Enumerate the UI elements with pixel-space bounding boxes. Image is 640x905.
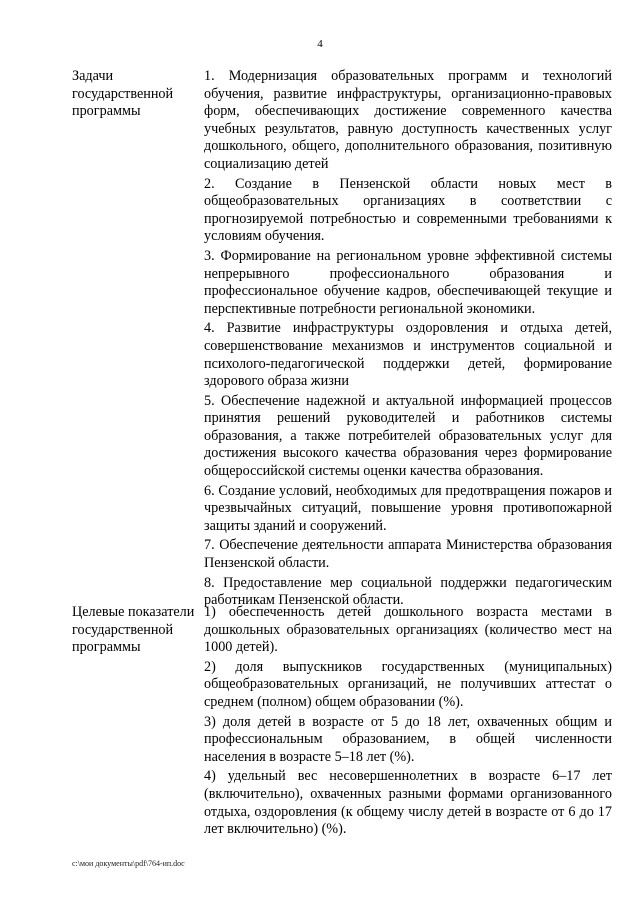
task-item: 6. Создание условий, необходимых для предотвращения пожаров и чрезвычайных ситуаций, повышение уровня противопожарной защиты зданий и сооружений. [204, 482, 612, 534]
section-label-indicators: Целевые показатели государственной программы [72, 604, 195, 656]
footer-file-path: c:\мои документы\pdf\764-ип.doc [72, 859, 185, 868]
task-item: 1. Модернизация образовательных программ и технологий обучения, развитие инфраструктуры, организационно-правовых форм, обеспечивающих достижение современного качества учебных результатов, равную доступность качественных услуг дошкольного, общего, дополнительного образования, позитивную социализацию детей [204, 68, 612, 172]
indicator-item: 4) удельный вес несовершеннолетних в возрасте 6–17 лет (включительно), охваченных разными формами организованного отдыха, оздоровления (к общему числу детей в возрасте от 6 до 17 лет включительно) (%). [204, 768, 612, 838]
task-item: 5. Обеспечение надежной и актуальной информацией процессов принятия решений руководителей и работников системы образования, а также потребителей образовательных услуг для достижения высокого качества образования через формирование общероссийской системы оценки качества образования. [204, 392, 612, 480]
task-item: 8. Предоставление мер социальной поддержки педагогическим работникам Пензенской области. [204, 574, 612, 609]
task-item: 7. Обеспечение деятельности аппарата Министерства образования Пензенской области. [204, 537, 612, 572]
page-number: 4 [317, 38, 323, 50]
section-label-tasks: Задачи государственной программы [72, 68, 174, 120]
task-item: 2. Создание в Пензенской области новых мест в общеобразовательных организациях в соответствии с прогнозируемой потребностью и современными требованиями к условиям обучения. [204, 175, 612, 245]
task-item: 4. Развитие инфраструктуры оздоровления и отдыха детей, совершенствование механизмов и инструментов социальной и психолого-педагогической поддержки детей, формирование здорового образа жизни [204, 320, 612, 390]
task-item: 3. Формирование на региональном уровне эффективной системы непрерывного профессионального образования и профессиональное обучение кадров, обеспечивающей текущие и перспективные потребности региональной экономики. [204, 247, 612, 317]
indicator-item: 3) доля детей в возрасте от 5 до 18 лет, охваченных общим и профессиональным образованием, в общей численности населения в возрасте 5–18 лет (%). [204, 713, 612, 765]
section-content-indicators [204, 604, 612, 841]
indicator-item: 1) обеспеченность детей дошкольного возраста местами в дошкольных образовательных организациях (количество мест на 1000 детей). [204, 604, 612, 656]
section-content-tasks [204, 68, 612, 612]
indicator-item: 2) доля выпускников государственных (муниципальных) общеобразовательных организаций, не получивших аттестат о среднем (полном) общем образовании (%). [204, 658, 612, 710]
